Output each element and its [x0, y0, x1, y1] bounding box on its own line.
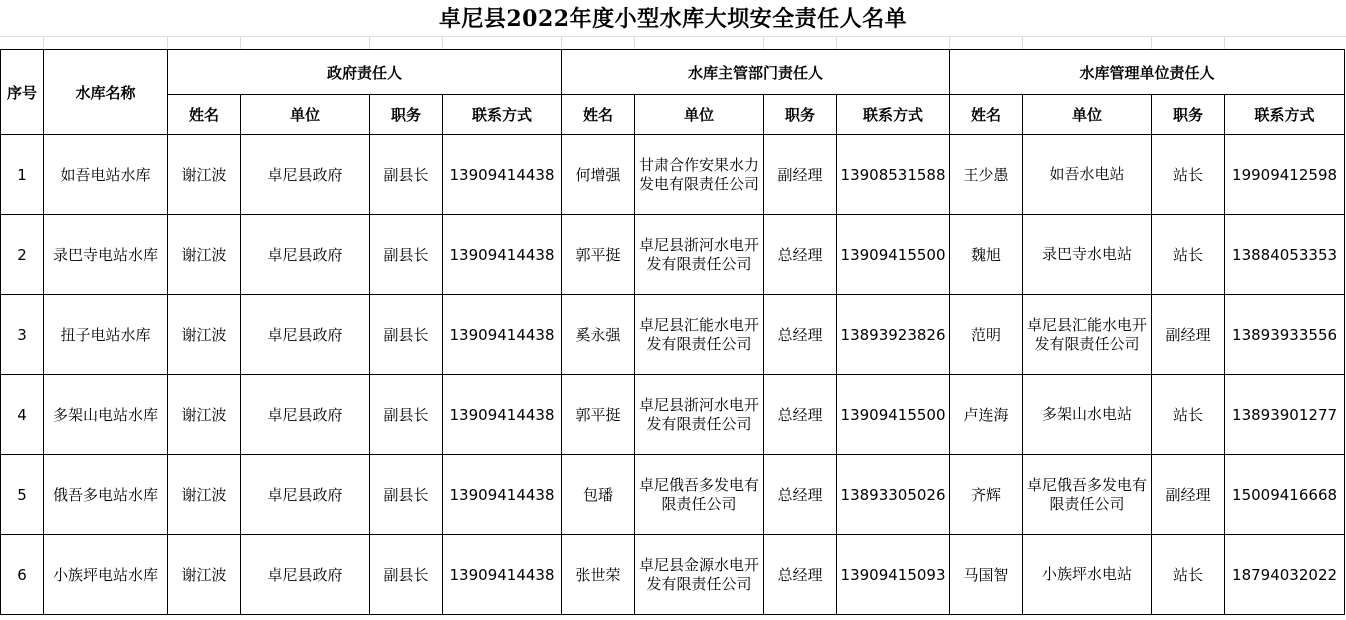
cell-dept-title: 总经理: [764, 295, 837, 375]
cell-dept-phone: 13893305026: [837, 455, 950, 535]
cell-reservoir-name: 扭子电站水库: [44, 295, 168, 375]
cell-dept-person: 何增强: [562, 135, 635, 215]
cell-dept-title: 总经理: [764, 455, 837, 535]
table-row: [1, 135, 1345, 215]
cell-dept-unit: 卓尼县浙河水电开发有限责任公司: [635, 375, 764, 455]
header-sub-unit: 单位: [635, 95, 764, 135]
cell-mgmt-title: 副经理: [1152, 295, 1225, 375]
cell-gov-person: 谢江波: [168, 535, 241, 615]
cell-dept-title: 总经理: [764, 535, 837, 615]
cell-dept-title: 总经理: [764, 375, 837, 455]
cell-reservoir-name: 多架山电站水库: [44, 375, 168, 455]
cell-gov-person: 谢江波: [168, 375, 241, 455]
header-sub-unit: 单位: [1023, 95, 1152, 135]
header-sub-name: 姓名: [950, 95, 1023, 135]
header-sub-name: 姓名: [562, 95, 635, 135]
cell-seq: 5: [1, 455, 44, 535]
cell-seq: 1: [1, 135, 44, 215]
header-sub-name: 姓名: [168, 95, 241, 135]
cell-mgmt-phone: 13893933556: [1225, 295, 1345, 375]
cell-mgmt-title: 站长: [1152, 135, 1225, 215]
cell-mgmt-unit: 如吾水电站: [1023, 135, 1152, 215]
cell-mgmt-person: 王少愚: [950, 135, 1023, 215]
header-sub-unit: 单位: [241, 95, 370, 135]
table-row: [1, 215, 1345, 295]
header-sub-phone: 联系方式: [443, 95, 562, 135]
cell-gov-unit: 卓尼县政府: [241, 455, 370, 535]
cell-reservoir-name: 小族坪电站水库: [44, 535, 168, 615]
page-title: 卓尼县2022年度小型水库大坝安全责任人名单: [0, 0, 1346, 36]
cell-gov-title: 副县长: [370, 375, 443, 455]
cell-gov-phone: 13909414438: [443, 535, 562, 615]
cell-dept-phone: 13908531588: [837, 135, 950, 215]
cell-reservoir-name: 录巴寺电站水库: [44, 215, 168, 295]
cell-dept-unit: 甘肃合作安果水力发电有限责任公司: [635, 135, 764, 215]
cell-dept-unit: 卓尼县汇能水电开发有限责任公司: [635, 295, 764, 375]
header-row-sub: [1, 95, 1345, 135]
cell-mgmt-phone: 13893901277: [1225, 375, 1345, 455]
cell-dept-unit: 卓尼县金源水电开发有限责任公司: [635, 535, 764, 615]
cell-mgmt-title: 站长: [1152, 375, 1225, 455]
table-row: [1, 535, 1345, 615]
cell-mgmt-unit: 卓尼县汇能水电开发有限责任公司: [1023, 295, 1152, 375]
table-row: [1, 455, 1345, 535]
cell-mgmt-person: 魏旭: [950, 215, 1023, 295]
cell-seq: 6: [1, 535, 44, 615]
cell-gov-phone: 13909414438: [443, 215, 562, 295]
cell-mgmt-phone: 13884053353: [1225, 215, 1345, 295]
cell-mgmt-phone: 19909412598: [1225, 135, 1345, 215]
header-reservoir-name: 水库名称: [44, 50, 168, 135]
cell-dept-phone: 13909415500: [837, 215, 950, 295]
cell-gov-unit: 卓尼县政府: [241, 535, 370, 615]
cell-mgmt-person: 齐辉: [950, 455, 1023, 535]
cell-gov-unit: 卓尼县政府: [241, 375, 370, 455]
header-row-groups: [1, 50, 1345, 95]
header-group-mgmt: 水库管理单位责任人: [950, 50, 1345, 95]
header-group-gov: 政府责任人: [168, 50, 562, 95]
cell-dept-unit: 卓尼俄吾多发电有限责任公司: [635, 455, 764, 535]
cell-reservoir-name: 如吾电站水库: [44, 135, 168, 215]
cell-dept-person: 郭平挺: [562, 215, 635, 295]
cell-mgmt-person: 马国智: [950, 535, 1023, 615]
header-sub-title: 职务: [1152, 95, 1225, 135]
cell-gov-person: 谢江波: [168, 135, 241, 215]
cell-mgmt-title: 副经理: [1152, 455, 1225, 535]
cell-gov-title: 副县长: [370, 295, 443, 375]
cell-mgmt-unit: 卓尼俄吾多发电有限责任公司: [1023, 455, 1152, 535]
cell-gov-unit: 卓尼县政府: [241, 215, 370, 295]
cell-mgmt-title: 站长: [1152, 215, 1225, 295]
cell-dept-title: 副经理: [764, 135, 837, 215]
cell-reservoir-name: 俄吾多电站水库: [44, 455, 168, 535]
cell-mgmt-unit: 多架山水电站: [1023, 375, 1152, 455]
cell-dept-title: 总经理: [764, 215, 837, 295]
sheet-gridline: [0, 36, 1346, 37]
cell-mgmt-phone: 18794032022: [1225, 535, 1345, 615]
header-group-dept: 水库主管部门责任人: [562, 50, 950, 95]
cell-seq: 2: [1, 215, 44, 295]
table-row: [1, 295, 1345, 375]
cell-mgmt-unit: 录巴寺水电站: [1023, 215, 1152, 295]
cell-gov-title: 副县长: [370, 215, 443, 295]
responsibility-table: [0, 49, 1345, 615]
header-seq: 序号: [1, 50, 44, 135]
header-sub-title: 职务: [370, 95, 443, 135]
cell-mgmt-person: 范明: [950, 295, 1023, 375]
cell-dept-phone: 13909415093: [837, 535, 950, 615]
cell-gov-title: 副县长: [370, 455, 443, 535]
cell-gov-person: 谢江波: [168, 455, 241, 535]
header-sub-phone: 联系方式: [1225, 95, 1345, 135]
cell-seq: 4: [1, 375, 44, 455]
cell-dept-phone: 13909415500: [837, 375, 950, 455]
cell-mgmt-title: 站长: [1152, 535, 1225, 615]
header-sub-phone: 联系方式: [837, 95, 950, 135]
cell-dept-person: 奚永强: [562, 295, 635, 375]
cell-gov-phone: 13909414438: [443, 455, 562, 535]
cell-mgmt-phone: 15009416668: [1225, 455, 1345, 535]
cell-dept-person: 包璠: [562, 455, 635, 535]
cell-gov-person: 谢江波: [168, 215, 241, 295]
cell-gov-unit: 卓尼县政府: [241, 295, 370, 375]
cell-gov-phone: 13909414438: [443, 295, 562, 375]
cell-dept-person: 张世荣: [562, 535, 635, 615]
table-row: [1, 375, 1345, 455]
cell-dept-phone: 13893923826: [837, 295, 950, 375]
cell-seq: 3: [1, 295, 44, 375]
cell-gov-unit: 卓尼县政府: [241, 135, 370, 215]
cell-gov-title: 副县长: [370, 135, 443, 215]
cell-gov-phone: 13909414438: [443, 135, 562, 215]
header-sub-title: 职务: [764, 95, 837, 135]
cell-dept-unit: 卓尼县浙河水电开发有限责任公司: [635, 215, 764, 295]
cell-gov-title: 副县长: [370, 535, 443, 615]
cell-gov-phone: 13909414438: [443, 375, 562, 455]
cell-mgmt-unit: 小族坪水电站: [1023, 535, 1152, 615]
cell-dept-person: 郭平挺: [562, 375, 635, 455]
cell-mgmt-person: 卢连海: [950, 375, 1023, 455]
cell-gov-person: 谢江波: [168, 295, 241, 375]
